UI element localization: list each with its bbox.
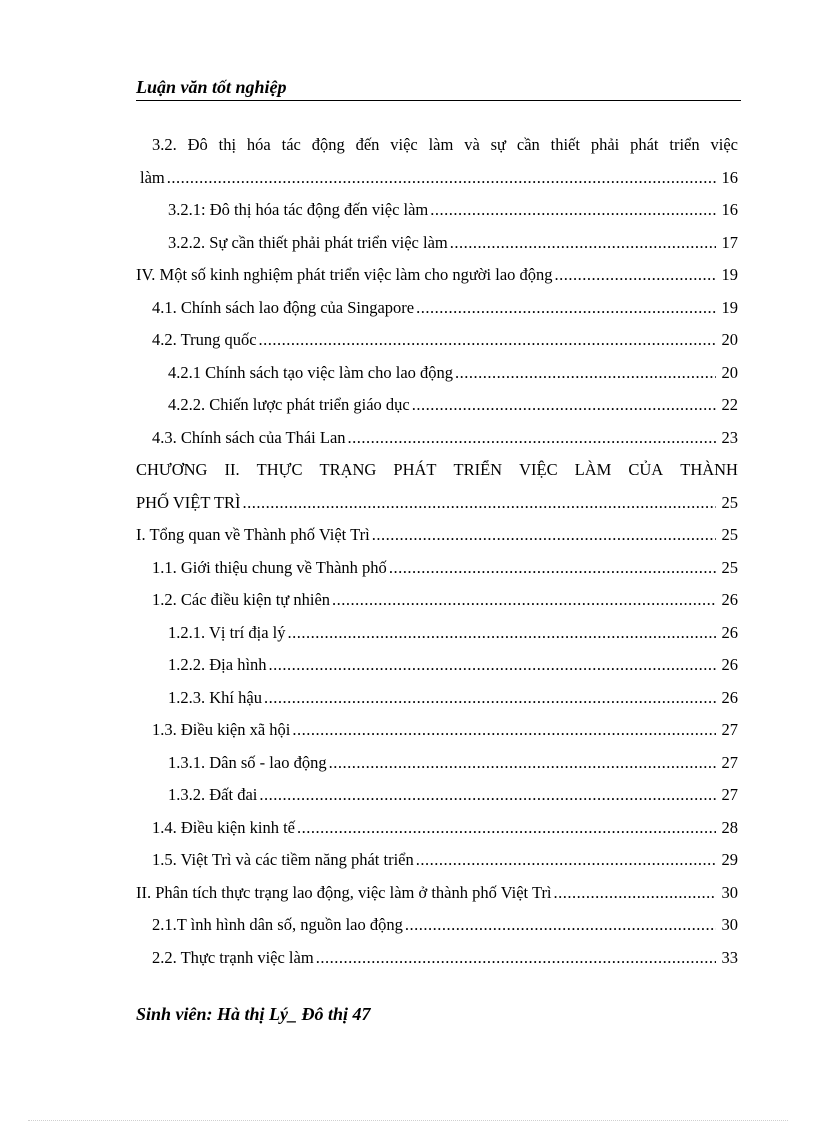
toc-entry-title: 1.4. Điều kiện kinh tế bbox=[152, 817, 295, 837]
toc-word: triển bbox=[669, 135, 700, 155]
toc-entry-1-2-2[interactable] bbox=[136, 649, 738, 682]
toc-entry-4-3[interactable] bbox=[136, 422, 738, 455]
toc-word: sự bbox=[490, 135, 507, 155]
dot-leader bbox=[297, 818, 716, 838]
toc-word: PHÁT bbox=[393, 460, 437, 480]
toc-page-number: 29 bbox=[721, 850, 738, 870]
toc-word: thiết bbox=[550, 135, 580, 155]
toc-entry-title: 4.3. Chính sách của Thái Lan bbox=[152, 427, 346, 447]
toc-entry-title: 4.2.1 Chính sách tạo việc làm cho lao động bbox=[168, 362, 454, 382]
toc-page-number: 16 bbox=[721, 167, 738, 187]
toc-word: TRẠNG bbox=[319, 460, 377, 480]
toc-entry-1-4[interactable] bbox=[136, 812, 738, 845]
page-bottom-divider bbox=[28, 1120, 788, 1121]
toc-page-number: 26 bbox=[721, 687, 738, 707]
dot-leader bbox=[389, 558, 716, 578]
toc-word: thị bbox=[218, 135, 237, 155]
toc-entry-3-2-2[interactable] bbox=[136, 227, 738, 260]
toc-entry-title: 1.3.2. Đất đai bbox=[168, 785, 258, 805]
toc-entry-title: I. Tổng quan về Thành phố Việt Trì bbox=[136, 525, 370, 545]
dot-leader bbox=[316, 948, 716, 968]
toc-entry-title: 1.2.1. Vị trí địa lý bbox=[168, 622, 286, 642]
toc-entry-title: 1.1. Giới thiệu chung về Thành phố bbox=[152, 557, 387, 577]
toc-entry-title: 1.2.3. Khí hậu bbox=[168, 687, 262, 707]
dot-leader bbox=[329, 753, 716, 773]
toc-entry-1-1[interactable] bbox=[136, 552, 738, 585]
dot-leader bbox=[450, 233, 716, 253]
toc-entry-4-2-1[interactable] bbox=[136, 357, 738, 390]
toc-page-number: 27 bbox=[721, 752, 738, 772]
dot-leader bbox=[555, 265, 716, 285]
toc-word: và bbox=[464, 135, 480, 155]
toc-word: THÀNH bbox=[680, 460, 738, 480]
dot-leader bbox=[372, 525, 716, 545]
toc-word: VIỆC bbox=[519, 460, 558, 480]
toc-entry-4-2-2[interactable] bbox=[136, 389, 738, 422]
toc-page-number: 23 bbox=[721, 427, 738, 447]
toc-entry-2-2[interactable] bbox=[136, 942, 738, 975]
toc-entry-1-3[interactable] bbox=[136, 714, 738, 747]
toc-page-number: 19 bbox=[721, 297, 738, 317]
toc-entry-title: làm bbox=[140, 167, 165, 187]
table-of-contents bbox=[136, 129, 738, 974]
toc-page-number: 22 bbox=[721, 395, 738, 415]
toc-word: động bbox=[311, 135, 345, 155]
toc-entry-title: PHỐ VIỆT TRÌ bbox=[136, 492, 241, 512]
dot-leader bbox=[259, 785, 716, 805]
toc-word: phát bbox=[630, 135, 659, 155]
toc-word: việc bbox=[710, 135, 738, 155]
toc-word: Đô bbox=[187, 135, 208, 155]
toc-entry-1-5[interactable] bbox=[136, 844, 738, 877]
toc-entry-title: 3.2.1: Đô thị hóa tác động đến việc làm bbox=[168, 200, 429, 220]
toc-word: đến bbox=[355, 135, 380, 155]
toc-page-number: 17 bbox=[721, 232, 738, 252]
toc-entry-title: 1.2. Các điều kiện tự nhiên bbox=[152, 590, 331, 610]
toc-entry-title: 4.2.2. Chiến lược phát triển giáo dục bbox=[168, 395, 410, 415]
toc-word: CỦA bbox=[628, 460, 664, 480]
toc-entry-i[interactable] bbox=[136, 519, 738, 552]
page-header bbox=[136, 74, 741, 101]
toc-page-number: 26 bbox=[721, 655, 738, 675]
toc-page-number: 20 bbox=[721, 330, 738, 350]
toc-entry-title: II. Phân tích thực trạng lao động, việc làm ở thành phố Việt Trì bbox=[136, 882, 552, 902]
toc-entry-3-2-line1[interactable] bbox=[136, 129, 738, 162]
toc-word: 3.2. bbox=[152, 135, 177, 155]
toc-page-number: 27 bbox=[721, 785, 738, 805]
toc-page-number: 25 bbox=[721, 492, 738, 512]
toc-word: cần bbox=[516, 135, 540, 155]
toc-word: LÀM bbox=[574, 460, 612, 480]
dot-leader bbox=[243, 493, 716, 513]
toc-page-number: 26 bbox=[721, 590, 738, 610]
dot-leader bbox=[348, 428, 716, 448]
toc-entry-title: 3.2.2. Sự cần thiết phải phát triển việc làm bbox=[168, 232, 448, 252]
dot-leader bbox=[292, 720, 716, 740]
page-footer: Sinh viên: Hà thị Lý_ Đô thị 47 bbox=[136, 1004, 371, 1024]
toc-entry-chapter-2-line1[interactable] bbox=[136, 454, 738, 487]
toc-entry-title: 1.3. Điều kiện xã hội bbox=[152, 720, 291, 740]
toc-page-number: 33 bbox=[721, 947, 738, 967]
dot-leader bbox=[332, 590, 716, 610]
toc-word: CHƯƠNG bbox=[136, 460, 208, 480]
toc-entry-3-2-1[interactable] bbox=[136, 194, 738, 227]
toc-word: II. bbox=[224, 460, 240, 480]
toc-page-number: 20 bbox=[721, 362, 738, 382]
toc-entry-4-2[interactable] bbox=[136, 324, 738, 357]
toc-word: phải bbox=[590, 135, 620, 155]
toc-entry-title: 1.5. Việt Trì và các tiềm năng phát triển bbox=[152, 850, 414, 870]
toc-entry-title: IV. Một số kinh nghiệm phát triển việc làm cho người lao động bbox=[136, 265, 553, 285]
toc-entry-1-2[interactable] bbox=[136, 584, 738, 617]
document-title: Luận văn tốt nghiệp bbox=[136, 77, 287, 97]
dot-leader bbox=[416, 298, 716, 318]
toc-entry-chapter-2-line2[interactable] bbox=[136, 487, 738, 520]
toc-entry-3-2-line2[interactable] bbox=[136, 162, 738, 195]
dot-leader bbox=[405, 915, 716, 935]
toc-word: làm bbox=[428, 135, 454, 155]
dot-leader bbox=[167, 168, 716, 188]
toc-word: THỰC bbox=[256, 460, 303, 480]
toc-entry-title: 4.1. Chính sách lao động của Singapore bbox=[152, 297, 415, 317]
dot-leader bbox=[287, 623, 716, 643]
toc-entry-2-1[interactable] bbox=[136, 909, 738, 942]
dot-leader bbox=[259, 330, 716, 350]
dot-leader bbox=[455, 363, 716, 383]
toc-entry-4-1[interactable] bbox=[136, 292, 738, 325]
dot-leader bbox=[269, 655, 716, 675]
toc-entry-title: 4.2. Trung quốc bbox=[152, 330, 257, 350]
toc-entry-title: 2.1.T ình hình dân số, nguồn lao động bbox=[152, 915, 403, 935]
toc-page-number: 19 bbox=[721, 265, 738, 285]
toc-word: hóa bbox=[246, 135, 271, 155]
toc-page-number: 25 bbox=[721, 525, 738, 545]
toc-page-number: 30 bbox=[721, 882, 738, 902]
toc-entry-title: 1.3.1. Dân số - lao động bbox=[168, 752, 327, 772]
toc-entry-1-3-1[interactable] bbox=[136, 747, 738, 780]
toc-entry-ii[interactable] bbox=[136, 877, 738, 910]
toc-page-number: 28 bbox=[721, 817, 738, 837]
toc-entry-1-2-3[interactable] bbox=[136, 682, 738, 715]
toc-page-number: 25 bbox=[721, 557, 738, 577]
toc-entry-iv[interactable] bbox=[136, 259, 738, 292]
toc-entry-1-2-1[interactable] bbox=[136, 617, 738, 650]
toc-page-number: 30 bbox=[721, 915, 738, 935]
toc-page-number: 27 bbox=[721, 720, 738, 740]
toc-entry-1-3-2[interactable] bbox=[136, 779, 738, 812]
toc-word: việc bbox=[390, 135, 418, 155]
toc-word: tác bbox=[281, 135, 301, 155]
toc-page-number: 26 bbox=[721, 622, 738, 642]
dot-leader bbox=[412, 395, 716, 415]
dot-leader bbox=[416, 850, 716, 870]
toc-entry-title: 2.2. Thực trạnh việc làm bbox=[152, 947, 314, 967]
dot-leader bbox=[264, 688, 716, 708]
dot-leader bbox=[554, 883, 716, 903]
toc-page-number: 16 bbox=[721, 200, 738, 220]
dot-leader bbox=[430, 200, 716, 220]
toc-word: TRIỂN bbox=[453, 460, 503, 480]
toc-entry-title: 1.2.2. Địa hình bbox=[168, 655, 267, 675]
